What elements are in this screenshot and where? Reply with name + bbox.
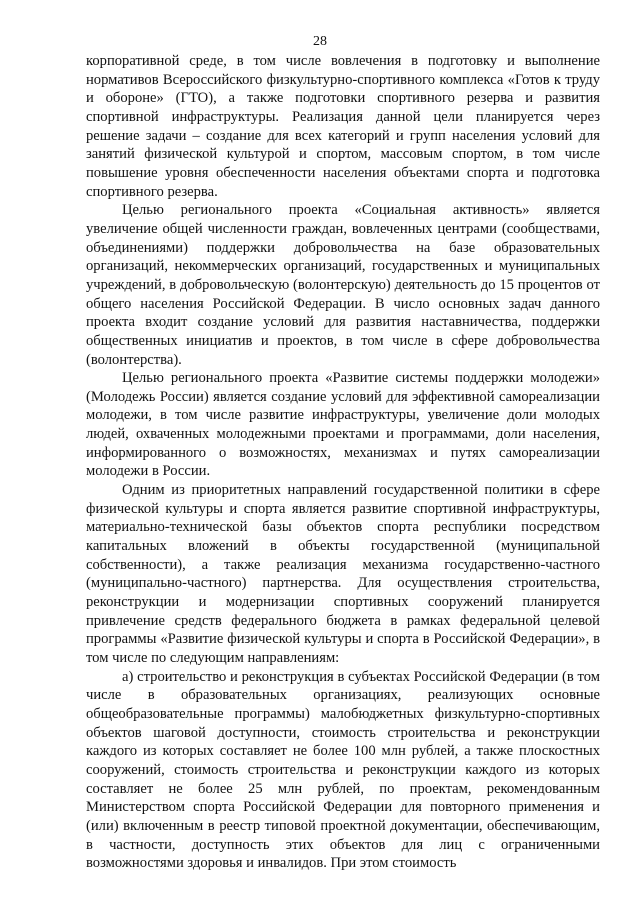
paragraph-social-activity-project: Целью регионального проекта «Социальная активность» является увеличение общей численности граждан, вовлеченных центрами (сообществами, объединениями) поддержки добровольчества на базе образовательных организаций, некоммерческих организаций, государственных и муниципальных учреждений, в добровольческую (волонтерскую) деятельность до 15 процентов от общего населения Российской Федерации. В число основных задач данного проекта входит создание условий для развития наставничества, поддержки общественных инициатив и проектов, в том числе в сфере добровольчества (волонтерства). (86, 202, 600, 368)
paragraph-sports-infrastructure-continued: корпоративной среде, в том числе вовлечения в подготовку и выполнение нормативов Всероссийского физкультурно-спортивного комплекса «Готов к труду и обороне» (ГТО), а также подготовки спортивного резерва и развития спортивной инфраструктуры. Реализация данной цели планируется через решение задачи – создание для всех категорий и групп населения условий для занятий физической культурой и спортом, массовым спортом, в том числе повышение уровня обеспеченности населения объектами спорта и подготовка спортивного резерва. (86, 53, 600, 200)
paragraph-youth-support-project: Целью регионального проекта «Развитие системы поддержки молодежи» (Молодежь России) является создание условий для эффективной самореализации молодежи, в том числе развитие инфраструктуры, увеличение доли молодых людей, охваченных молодежными проектами и программами, доли населения, информированного о возможностях, механизмах и путях самореализации молодежи в России. (86, 370, 600, 480)
paragraph-item-a-construction: а) строительство и реконструкция в субъектах Российской Федерации (в том числе в образовательных организациях, реализующих основные общеобразовательные программы) малобюджетных физкультурно-спортивных объектов шаговой доступности, стоимость строительства и реконструкции каждого из которых составляет не более 100 млн рублей, а также плоскостных сооружений, стоимость строительства и реконструкции каждого из которых составляет не более 25 млн рублей, по проектам, рекомендованным Министерством спорта Российской Федерации для повторного применения и (или) включенным в реестр типовой проектной документации, обеспечивающим, в частности, доступность этих объектов для лиц с ограниченными возможностями здоровья и инвалидов. При этом стоимость (86, 668, 600, 872)
paragraph-state-policy-priority: Одним из приоритетных направлений государственной политики в сфере физической культуры и спорта является развитие спортивной инфраструктуры, материально-технической базы объектов спорта республики посредством капитальных вложений в объекты государственной (муниципальной собственности), а также реализация механизма государственно-частного (муниципально-частного) партнерства. Для осуществления строительства, реконструкции и модернизации спортивных сооружений планируется привлечение средств федерального бюджета в рамках федеральной целевой программы «Развитие физической культуры и спорта в Российской Федерации», в том числе по следующим направлениям: (86, 482, 600, 666)
document-body (86, 52, 600, 873)
page-number: 28 (313, 34, 327, 49)
